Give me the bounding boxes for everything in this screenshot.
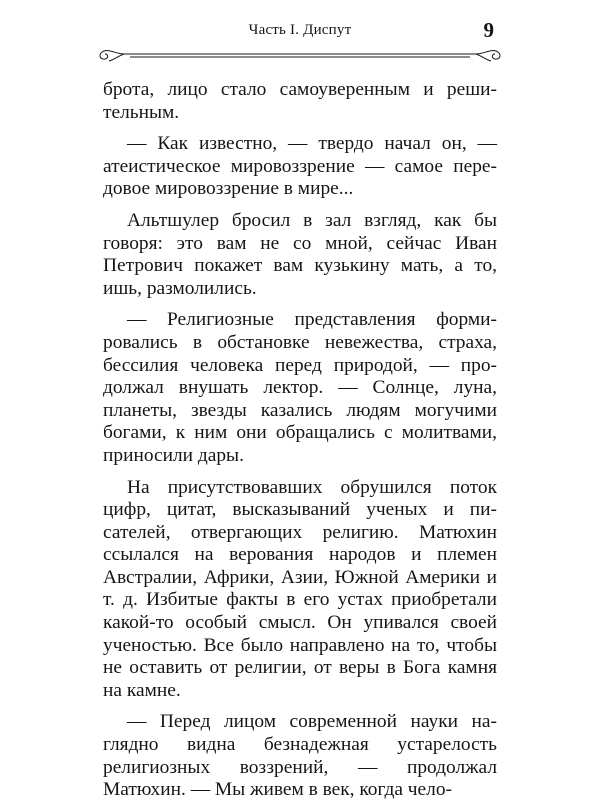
header-ornament-rule [94,44,506,64]
paragraph: — Перед лицом современной науки наглядно видна безнадежная устарелость религиозных воззрений, — продолжал Матюхин. — Мы живем в век, когда чело- [103,711,497,801]
running-head [100,20,500,46]
paragraph: — Как известно, — твердо начал он, — атеистическое мировоззрение — самое передовое мировоззрение в мире... [103,133,497,200]
paragraph: брота, лицо стало самоуверенным и решительным. [103,79,497,123]
paragraph: Альтшулер бросил в зал взгляд, как бы говоря: это вам не со мной, сейчас Иван Петрович покажет вам кузькину мать, а то, ишь, размолились. [103,209,497,299]
page-number: 9 [483,18,494,42]
body-text [103,79,497,811]
section-title: Часть I. Диспут [248,22,352,38]
paragraph: — Религиозные представления формировались в обстановке невежества, страха, бессилия человека перед природой, — продолжал внушать лектор. — Солнце, луна, планеты, звезды казались людям могучими богами, к ним они обращались с молитвами, приносили дары. [103,309,497,466]
paragraph: На присутствовавших обрушился поток цифр, цитат, высказываний ученых и писателей, отвергающих религию. Матюхин ссылался на верования народов и племен Австралии, Африки, Азии, Южной Америки и т. д. Избитые факты в его устах приобретали какой-то особый смысл. Он упивался своей ученостью. Все было направлено на то, чтобы не оставить от религии, от веры в Бога камня на камне. [103,476,497,701]
